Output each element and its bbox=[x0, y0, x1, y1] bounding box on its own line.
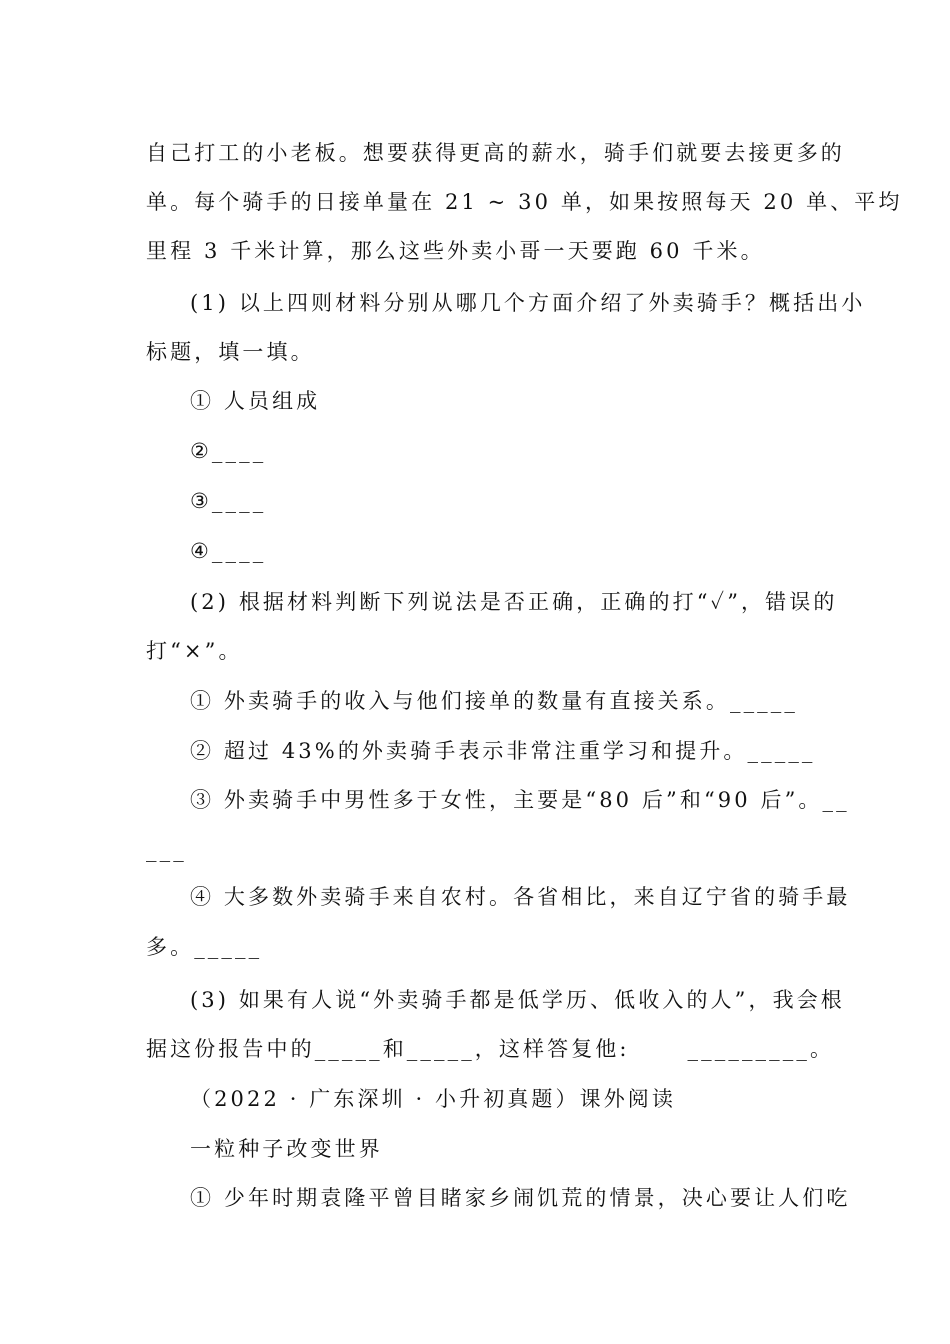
paragraph-line: 单。每个骑手的日接单量在 21 ~ 30 单，如果按照每天 20 单、平均 bbox=[146, 190, 903, 214]
question-3-line: (3) 如果有人说“外卖骑手都是低学历、低收入的人”，我会根 bbox=[190, 988, 845, 1012]
answer-blank-4: ④____ bbox=[190, 539, 267, 563]
question-3-line: 据这份报告中的_____和_____，这样答复他: _________。 bbox=[146, 1037, 835, 1061]
question-1-line: 标题，填一填。 bbox=[146, 340, 315, 364]
section-source-heading: （2022 · 广东深圳 · 小升初真题）课外阅读 bbox=[190, 1087, 676, 1111]
answer-item-1: ① 人员组成 bbox=[190, 389, 321, 413]
question-1-line: (1) 以上四则材料分别从哪几个方面介绍了外卖骑手？概括出小 bbox=[190, 291, 866, 315]
judgement-item-4: 多。_____ bbox=[146, 935, 263, 959]
article-title: 一粒种子改变世界 bbox=[190, 1137, 383, 1161]
question-2-line: (2) 根据材料判断下列说法是否正确，正确的打“✓”，错误的 bbox=[190, 590, 838, 614]
article-paragraph-1: ① 少年时期袁隆平曾目睹家乡闹饥荒的情景，决心要让人们吃 bbox=[190, 1186, 851, 1210]
judgement-item-3-blank: ___ bbox=[146, 838, 187, 862]
judgement-item-4: ④ 大多数外卖骑手来自农村。各省相比，来自辽宁省的骑手最 bbox=[190, 885, 851, 909]
judgement-item-1: ① 外卖骑手的收入与他们接单的数量有直接关系。_____ bbox=[190, 689, 798, 713]
question-2-line: 打“×”。 bbox=[146, 639, 243, 663]
paragraph-line: 里程 3 千米计算，那么这些外卖小哥一天要跑 60 千米。 bbox=[146, 239, 765, 263]
answer-blank-3: ③____ bbox=[190, 489, 267, 513]
paragraph-line: 自己打工的小老板。想要获得更高的薪水，骑手们就要去接更多的 bbox=[146, 141, 845, 165]
answer-blank-2: ②____ bbox=[190, 439, 267, 463]
judgement-item-3: ③ 外卖骑手中男性多于女性，主要是“80 后”和“90 后”。__ bbox=[190, 788, 850, 812]
judgement-item-2: ② 超过 43%的外卖骑手表示非常注重学习和提升。_____ bbox=[190, 739, 816, 763]
